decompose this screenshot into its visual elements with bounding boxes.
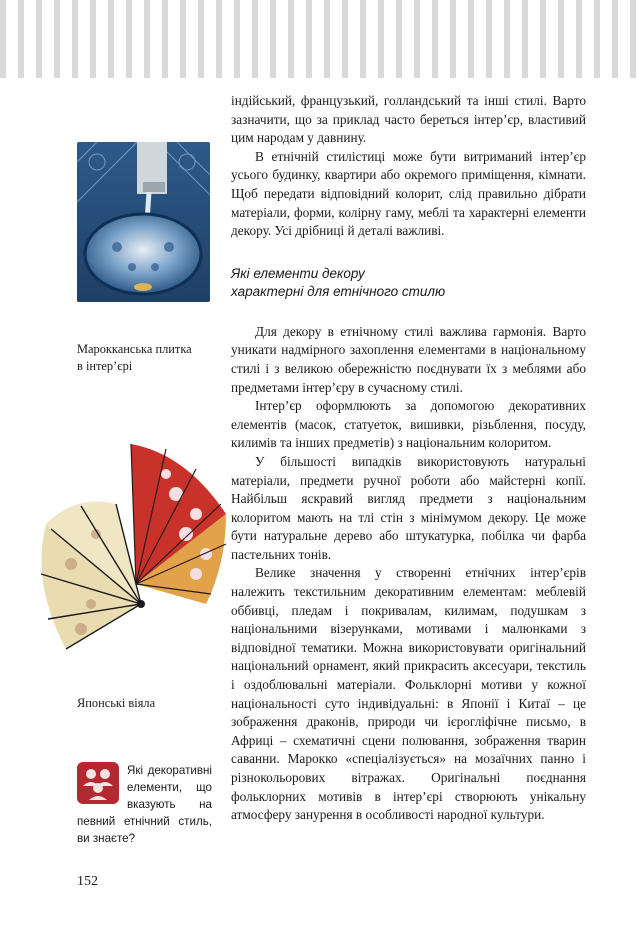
page-number: 152	[77, 874, 98, 889]
moroccan-caption-line2: в інтер’єрі	[77, 359, 133, 373]
section-heading-line1: Які елементи декору	[231, 265, 365, 281]
question-people-icon	[77, 762, 119, 804]
paragraph-2: В етнічній стилістиці може бути витриманий інтер’єр усього будинку, квартири або окремого приміщення, кімнати. Щоб передати відповідний колорит, слід правильно дібрати матеріали, форми, колірну гаму, меблі та характерні елементи декору. Усі дрібниці й деталі важливі.	[231, 148, 586, 239]
moroccan-tile-image	[77, 142, 210, 302]
header-stripes	[0, 0, 638, 78]
paragraph-4: Інтер’єр оформлюють за допомогою декоративних елементів (масок, статуеток, вишивки, різьблення, посуду, килимів та інших предметів) з національним колоритом.	[231, 398, 586, 451]
section-heading	[231, 265, 586, 301]
question-text: Які декоративні елементи, що вказують на певний етнічний стиль, ви знаєте?	[77, 764, 212, 845]
question-block	[77, 762, 212, 847]
japanese-fans-image	[36, 434, 226, 666]
section-heading-line2: характерні для етнічного стилю	[231, 283, 446, 299]
paragraph-6: Велике значення у створенні етнічних інтер’єрів належить текстильним декоративним елементам: меблевій оббивці, пледам і покривалам, килимам, подушкам з національними візерунками, мотивами і малюнками з відповідної тематики. Можна використовувати оригінальний національний орнамент, який прикрасить аксесуари, текстиль і оздоблювальні матеріали. Фольклорні мотиви у кожної національності суто індивідуальні: в Японії і Китаї – це зображення драконів, природи чи ієрогліфічне письмо, в Африці – схематичні сцени полювання, зображення тварин саванни. Марокко «спеціалізується» на мозаїчних панно і різнокольорових вітражах. Оригінальні поєднання фольклорних мотивів в інтер’єрі створюють унікальну атмосферу занурення в особливості народної культури.	[231, 565, 586, 823]
paragraph-3: Для декору в етнічному стилі важлива гармонія. Варто уникати надмірного захоплення елементами в національному стилі і з великою обережністю поєднувати їх з меблями або предметами інтер’єру в сучасному стилі.	[231, 323, 586, 395]
main-text-column	[231, 92, 586, 825]
moroccan-caption	[77, 341, 192, 375]
paragraph-5: У більшості випадків використовують натуральні матеріали, предмети ручної роботи або майстерні копії. Найбільш яскравий вигляд предмети з національним колоритом мають на тлі стін з мінімумом декору. Це може бути натуральне дерево або штукатурка, побілка чи фарба пастельних тонів.	[231, 453, 586, 562]
fans-caption: Японські віяла	[77, 696, 156, 710]
paragraph-1: індійський, французький, голландський та інші стилі. Варто зазначити, що за приклад часто береться інтер’єр, властивий цим народам у давнину.	[231, 93, 586, 146]
moroccan-caption-line1: Марокканська плитка	[77, 342, 192, 356]
